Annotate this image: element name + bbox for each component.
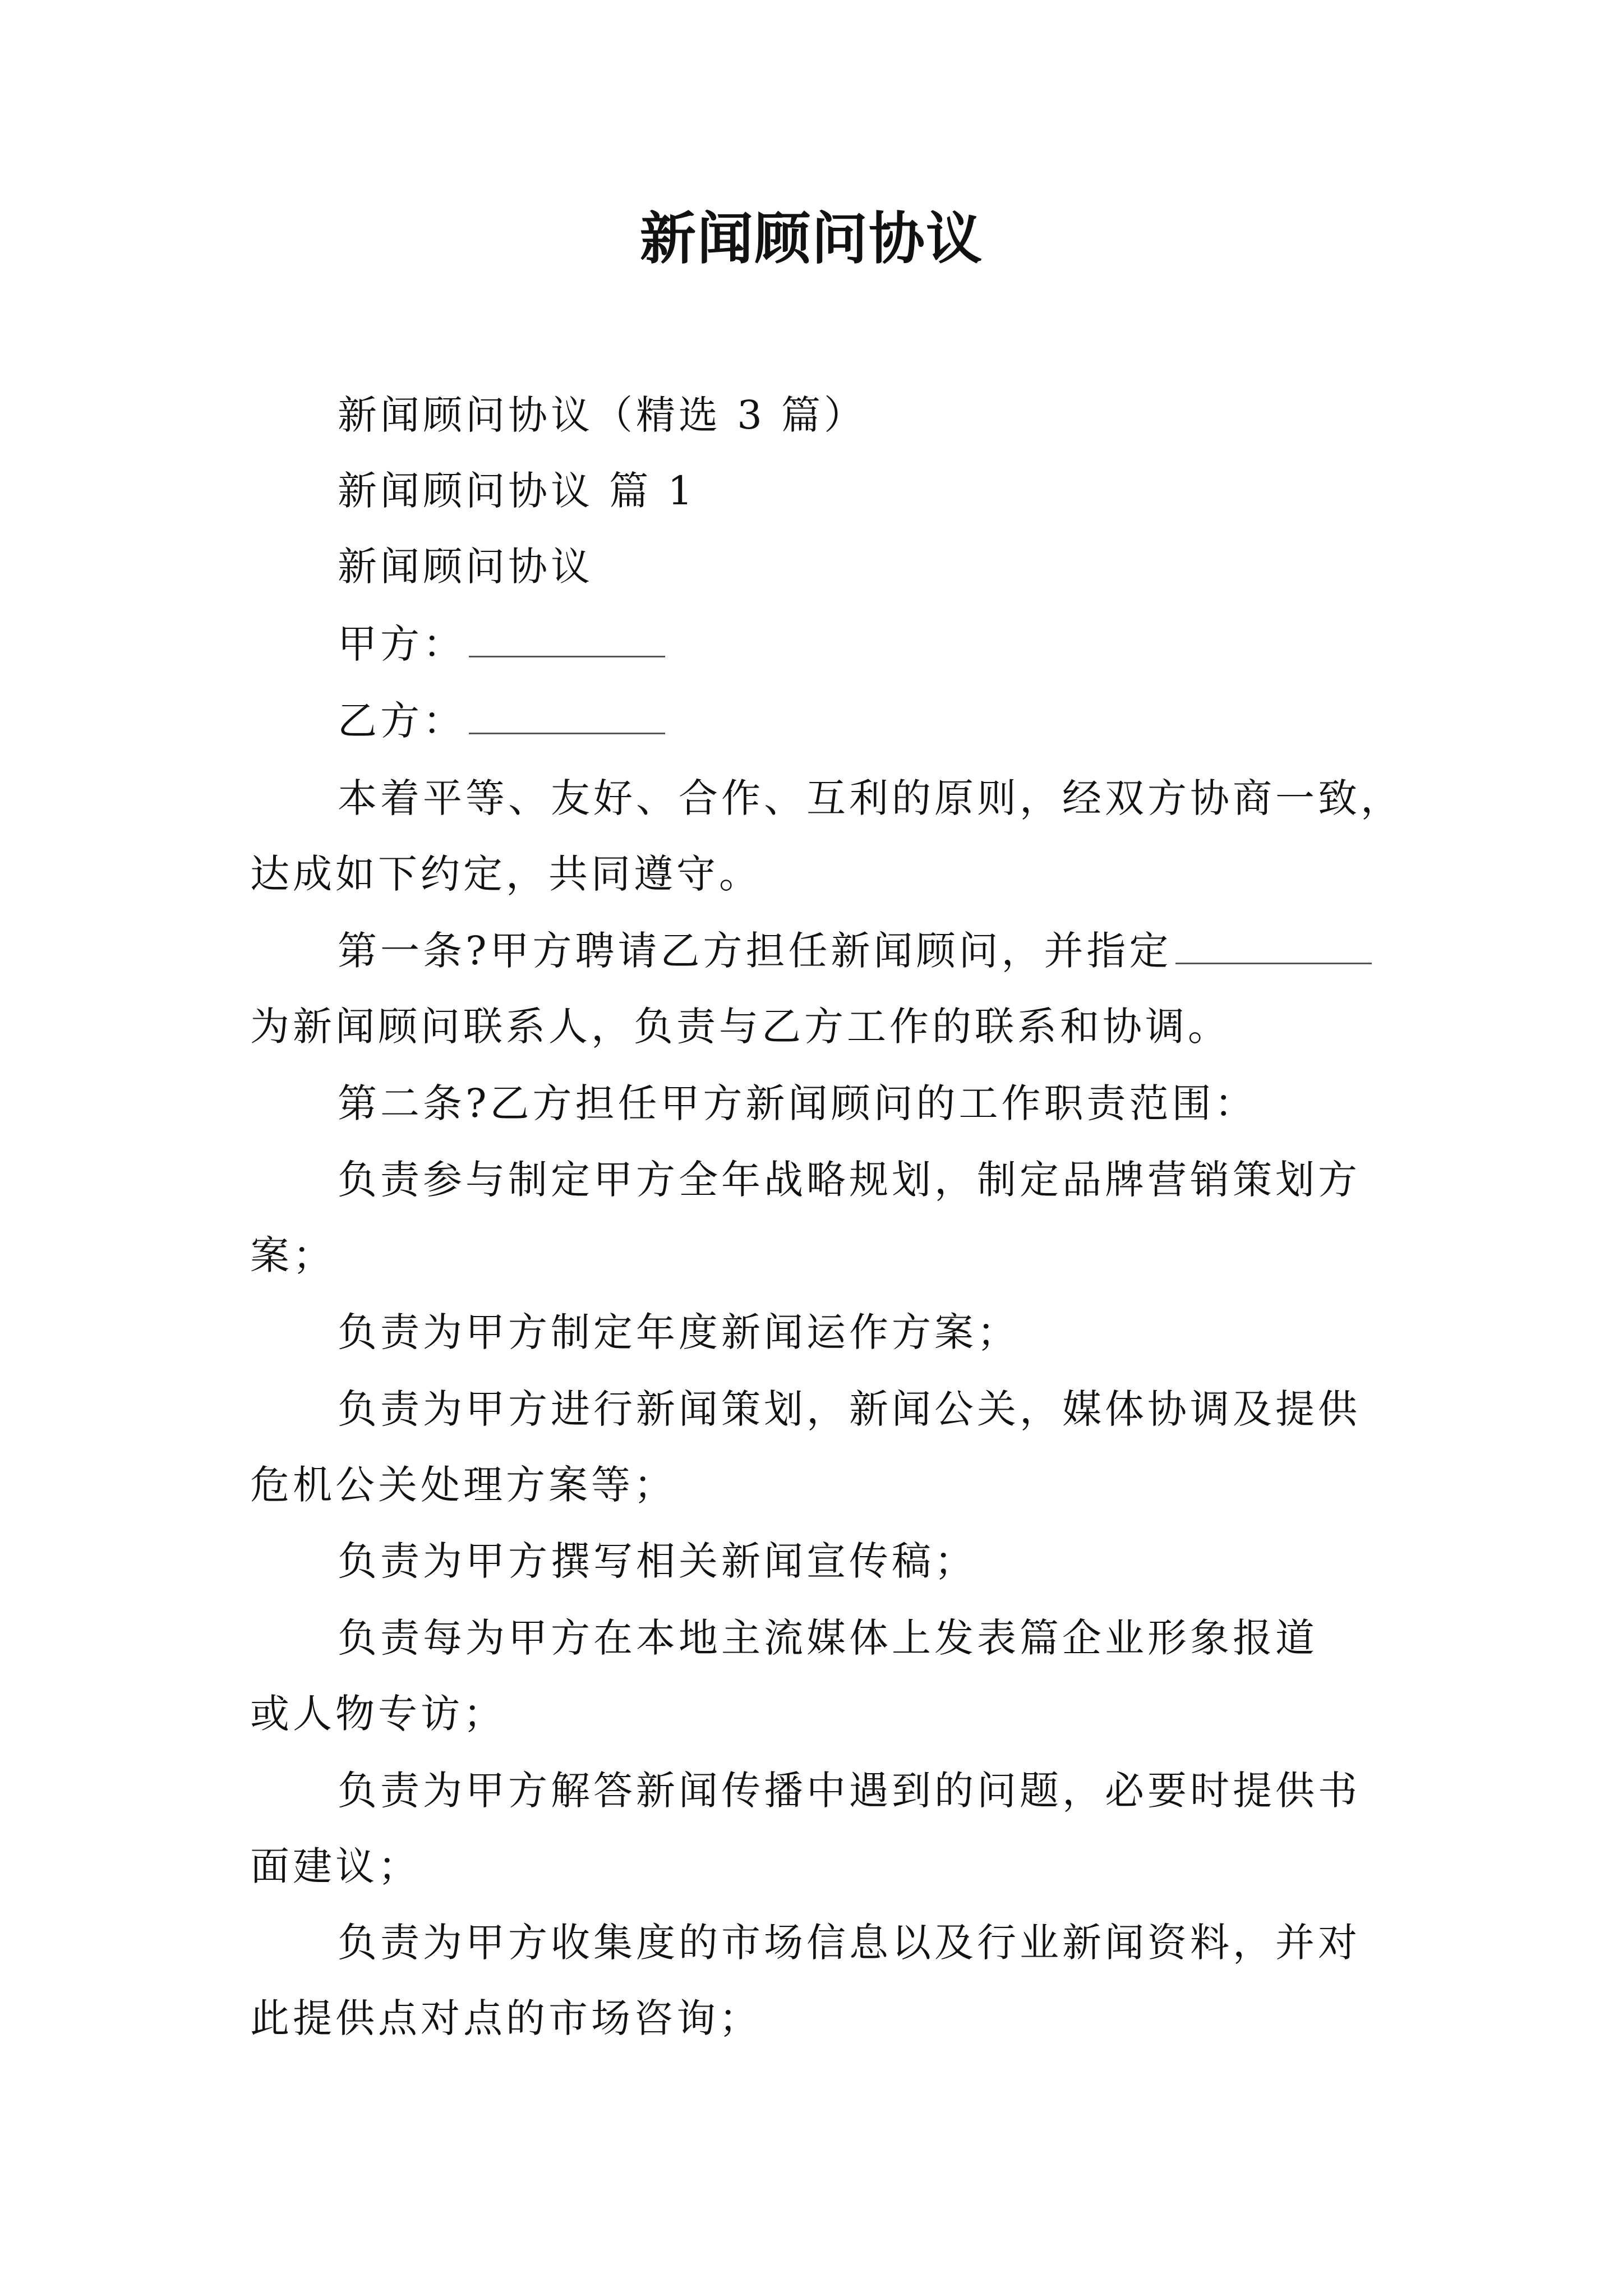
paragraph-line: 面建议； (250, 1843, 421, 1889)
section-heading: 新闻顾问协议 篇 1 (338, 468, 697, 514)
paragraph-line: 为新闻顾问联系人，负责与乙方工作的联系和协调。 (250, 1004, 1230, 1050)
duty-item: 负责为甲方解答新闻传播中遇到的问题，必要时提供书 (338, 1768, 1361, 1814)
duty-item: 负责参与制定甲方全年战略规划，制定品牌营销策划方 (338, 1157, 1361, 1203)
paragraph-line: 本着平等、友好、合作、互利的原则，经双方协商一致， (338, 775, 1403, 821)
subtitle-line: 新闻顾问协议（精选 3 篇） (338, 392, 867, 438)
party-b-line: 乙方： (338, 696, 665, 746)
duty-item: 负责每为甲方在本地主流媒体上发表篇企业形象报道 (338, 1615, 1318, 1661)
duty-item: 负责为甲方撰写相关新闻宣传稿； (338, 1538, 977, 1584)
clause-2-line: 第二条?乙方担任甲方新闻顾问的工作职责范围： (338, 1080, 1257, 1126)
paragraph-line: 危机公关处理方案等； (250, 1462, 676, 1508)
paragraph-line: 达成如下约定，共同遵守。 (250, 851, 762, 897)
contact-blank (1175, 929, 1372, 964)
paragraph-line: 案； (250, 1232, 335, 1278)
party-a-blank (469, 622, 665, 657)
document-title: 新闻顾问协议 (640, 205, 983, 272)
agreement-name: 新闻顾问协议 (338, 544, 593, 590)
duty-item: 负责为甲方进行新闻策划，新闻公关，媒体协调及提供 (338, 1386, 1361, 1432)
duty-item: 负责为甲方制定年度新闻运作方案； (338, 1309, 1020, 1355)
clause-1-line: 第一条?甲方聘请乙方担任新闻顾问，并指定 (338, 926, 1372, 976)
party-a-line: 甲方： (338, 619, 665, 669)
duty-item: 负责为甲方收集度的市场信息以及行业新闻资料，并对 (338, 1920, 1361, 1966)
paragraph-line: 或人物专访； (250, 1691, 506, 1737)
paragraph-line: 此提供点对点的市场咨询； (250, 1995, 762, 2041)
party-b-blank (469, 699, 665, 734)
